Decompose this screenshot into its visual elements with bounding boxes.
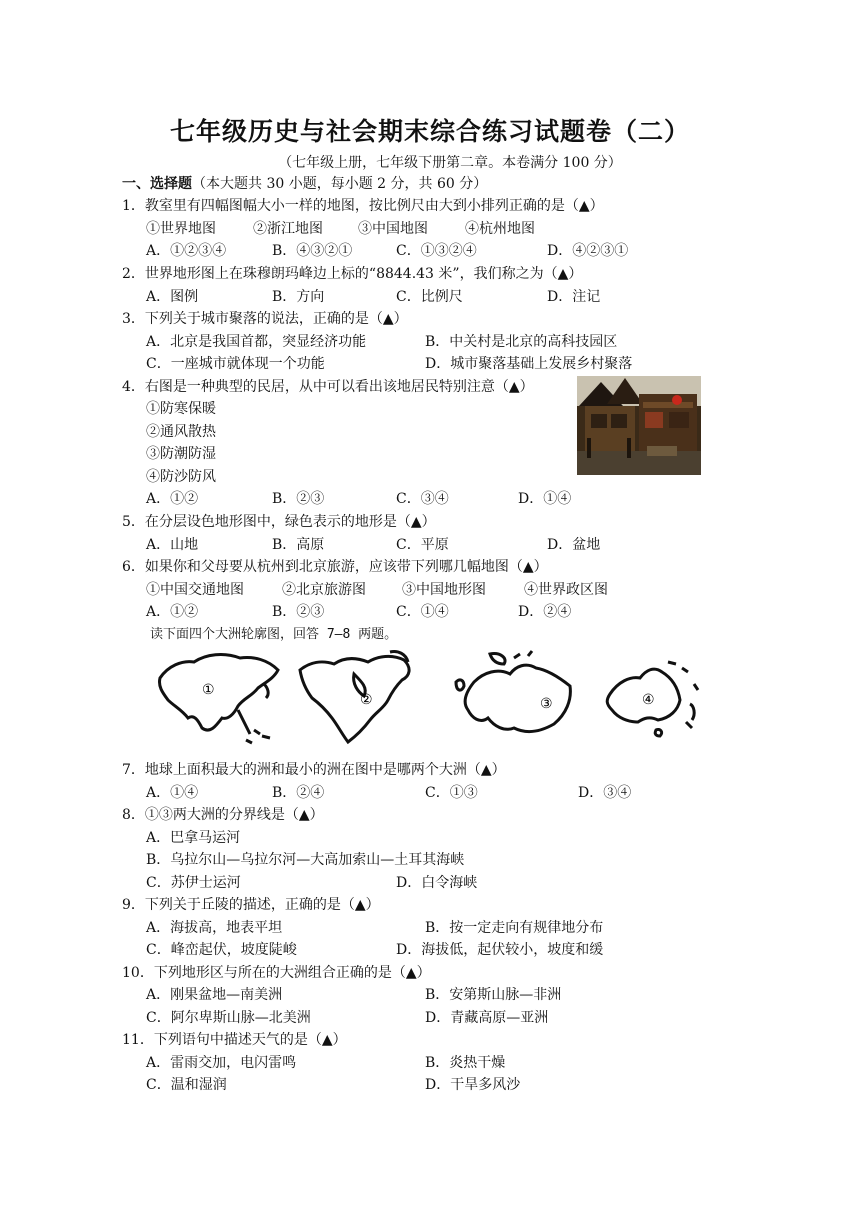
q4-option-b: B．②③ [272, 491, 325, 507]
q4-option-d: D．①④ [518, 491, 572, 507]
continent-outline-maps [150, 648, 706, 752]
question-10-stem: 10．下列地形区与所在的大洲组合正确的是（▲） [122, 965, 431, 981]
q6-option-d: D．②④ [518, 604, 572, 620]
q1-item: ③中国地图 [358, 221, 428, 237]
q11-option-b: B．炎热干燥 [425, 1055, 506, 1071]
q1-option-a: A．①②③④ [146, 243, 227, 259]
q6-item: ④世界政区图 [524, 582, 608, 598]
map-label-1: ① [202, 682, 215, 698]
q5-option-a: A．山地 [146, 537, 199, 553]
q11-option-d: D．干旱多风沙 [425, 1077, 521, 1093]
q4-option-c: C．③④ [396, 491, 449, 507]
q6-option-c: C．①④ [396, 604, 449, 620]
q7-option-b: B．②④ [272, 785, 325, 801]
q1-item: ④杭州地图 [465, 221, 535, 237]
question-1-stem: 1．教室里有四幅图幅大小一样的地图，按比例尺由大到小排列正确的是（▲） [122, 198, 604, 214]
q10-option-b: B．安第斯山脉—非洲 [425, 987, 562, 1003]
q4-item: ①防寒保暖 [146, 401, 216, 417]
q9-option-b: B．按一定走向有规律地分布 [425, 920, 604, 936]
q4-item: ④防沙防风 [146, 469, 216, 485]
question-7-stem: 7．地球上面积最大的洲和最小的洲在图中是哪两个大洲（▲） [122, 762, 506, 778]
question-11-stem: 11．下列语句中描述天气的是（▲） [122, 1032, 347, 1048]
section-label: 一、选择题 [122, 176, 192, 192]
q9-option-a: A．海拔高，地表平坦 [146, 920, 283, 936]
page-subtitle: （七年级上册，七年级下册第二章。本卷满分 100 分） [278, 155, 622, 171]
q1-item: ②浙江地图 [253, 221, 323, 237]
q3-option-b: B．中关村是北京的高科技园区 [425, 334, 618, 350]
map-label-2: ② [360, 692, 373, 708]
q5-option-c: C．平原 [396, 537, 449, 553]
q5-option-b: B．高原 [272, 537, 325, 553]
q10-option-a: A．刚果盆地—南美洲 [146, 987, 283, 1003]
map-label-3: ③ [540, 696, 553, 712]
question-6-stem: 6．如果你和父母要从杭州到北京旅游，应该带下列哪几幅地图（▲） [122, 559, 548, 575]
page-title: 七年级历史与社会期末综合练习试题卷（二） [169, 117, 690, 146]
q5-option-d: D．盆地 [547, 537, 601, 553]
q8-option-a: A．巴拿马运河 [146, 830, 241, 846]
questions-7-8-intro: 读下面四个大洲轮廓图，回答 7—8 两题。 [150, 627, 398, 642]
q10-option-d: D．青藏高原—亚洲 [425, 1010, 549, 1026]
question-2-stem: 2．世界地形图上在珠穆朗玛峰边上标的“8844.43 米”，我们称之为（▲） [122, 266, 583, 282]
q7-option-a: A．①④ [146, 785, 199, 801]
q6-item: ③中国地形图 [402, 582, 486, 598]
q6-item: ②北京旅游图 [282, 582, 366, 598]
q2-option-d: D．注记 [547, 289, 601, 305]
q4-item: ②通风散热 [146, 424, 216, 440]
section-heading [122, 174, 487, 194]
q7-option-d: D．③④ [578, 785, 632, 801]
q7-option-c: C．①③ [425, 785, 478, 801]
q8-option-d: D．白令海峡 [396, 875, 478, 891]
q9-option-d: D．海拔低，起伏较小，坡度和缓 [396, 942, 604, 958]
q3-option-d: D．城市聚落基础上发展乡村聚落 [425, 356, 633, 372]
q11-option-c: C．温和湿润 [146, 1077, 227, 1093]
q10-option-c: C．阿尔卑斯山脉—北美洲 [146, 1010, 311, 1026]
q2-option-a: A．图例 [146, 289, 199, 305]
question-9-stem: 9．下列关于丘陵的描述，正确的是（▲） [122, 897, 380, 913]
q6-option-b: B．②③ [272, 604, 325, 620]
oceania-outline-map [594, 648, 706, 748]
dwelling-photo [577, 376, 701, 475]
q1-item: ①世界地图 [146, 221, 216, 237]
section-note: （本大题共 30 小题，每小题 2 分，共 60 分） [192, 176, 488, 192]
q6-option-a: A．①② [146, 604, 199, 620]
question-5-stem: 5．在分层设色地形图中，绿色表示的地形是（▲） [122, 514, 436, 530]
q8-option-b: B．乌拉尔山—乌拉尔河—大高加索山—土耳其海峡 [146, 852, 465, 868]
q8-option-c: C．苏伊士运河 [146, 875, 241, 891]
dwelling-photo-graphic [577, 376, 701, 475]
q6-item: ①中国交通地图 [146, 582, 244, 598]
q1-option-c: C．①③②④ [396, 243, 477, 259]
q3-option-a: A．北京是我国首都，突显经济功能 [146, 334, 367, 350]
question-4-stem: 4．右图是一种典型的民居，从中可以看出该地居民特别注意（▲） [122, 379, 534, 395]
map-label-4: ④ [642, 692, 655, 708]
question-8-stem: 8．①③两大洲的分界线是（▲） [122, 807, 324, 823]
q3-option-c: C．一座城市就体现一个功能 [146, 356, 325, 372]
q9-option-c: C．峰峦起伏，坡度陡峻 [146, 942, 297, 958]
question-3-stem: 3．下列关于城市聚落的说法，正确的是（▲） [122, 311, 408, 327]
q2-option-b: B．方向 [272, 289, 325, 305]
q1-option-d: D．④②③① [547, 243, 629, 259]
q4-item: ③防潮防湿 [146, 446, 216, 462]
q4-option-a: A．①② [146, 491, 199, 507]
q1-option-b: B．④③②① [272, 243, 353, 259]
europe-outline-map [444, 648, 574, 748]
north-america-outline-map [292, 648, 422, 748]
asia-outline-map [154, 648, 284, 748]
q11-option-a: A．雷雨交加，电闪雷鸣 [146, 1055, 297, 1071]
q2-option-c: C．比例尺 [396, 289, 463, 305]
